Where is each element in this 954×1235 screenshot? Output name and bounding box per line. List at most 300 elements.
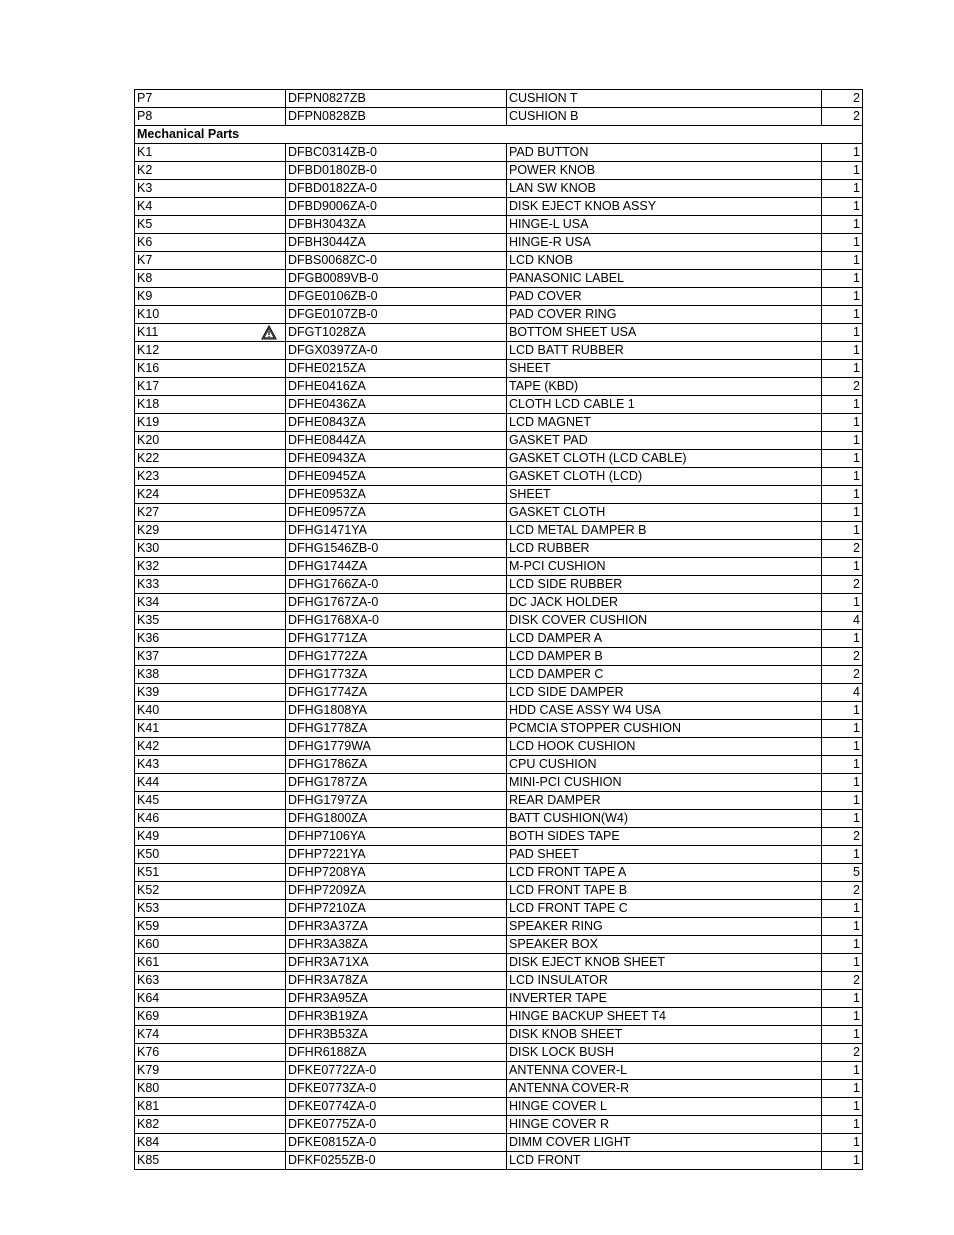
ref-no-cell: [135, 270, 286, 288]
table-row: [135, 288, 863, 306]
part-no-cell: [286, 630, 507, 648]
part-no-cell: [286, 234, 507, 252]
description-cell-text: LCD DAMPER B: [509, 649, 603, 663]
part-no-cell-text: DFBD0182ZA-0: [288, 181, 377, 195]
ref-no-cell-text: K51: [137, 865, 160, 879]
ref-no-cell-text: K85: [137, 1153, 160, 1167]
description-cell-text: HINGE BACKUP SHEET T4: [509, 1009, 666, 1023]
ref-no-cell: [135, 324, 286, 342]
table-row: [135, 576, 863, 594]
table-row: [135, 936, 863, 954]
quantity-cell-text: 1: [853, 793, 860, 807]
description-cell-text: DISK EJECT KNOB SHEET: [509, 955, 666, 969]
table-row: [135, 1098, 863, 1116]
quantity-cell-text: 2: [853, 667, 860, 681]
part-no-cell: [286, 792, 507, 810]
description-cell-text: LCD MAGNET: [509, 415, 591, 429]
quantity-cell-text: 1: [853, 703, 860, 717]
part-no-cell: [286, 810, 507, 828]
ref-no-cell: [135, 954, 286, 972]
part-no-cell-text: DFHP7106YA: [288, 829, 366, 843]
ref-no-cell: [135, 1008, 286, 1026]
quantity-cell-text: 2: [853, 649, 860, 663]
quantity-cell: [822, 180, 863, 198]
description-cell: [507, 1062, 822, 1080]
quantity-cell: [822, 450, 863, 468]
part-no-cell: [286, 90, 507, 108]
ref-no-cell-text: K4: [137, 199, 153, 213]
quantity-cell: [822, 702, 863, 720]
quantity-cell: [822, 360, 863, 378]
ref-no-cell: [135, 144, 286, 162]
part-no-cell: [286, 828, 507, 846]
quantity-cell-text: 1: [853, 487, 860, 501]
ref-no-cell: [135, 648, 286, 666]
ref-no-cell: [135, 396, 286, 414]
ref-no-cell-text: K8: [137, 271, 153, 285]
quantity-cell: [822, 666, 863, 684]
ref-no-cell-text: K9: [137, 289, 153, 303]
ref-no-cell: [135, 972, 286, 990]
part-no-cell-text: DFHG1546ZB-0: [288, 541, 379, 555]
quantity-cell-text: 1: [853, 451, 860, 465]
ref-no-cell: [135, 306, 286, 324]
part-no-cell-text: DFGE0107ZB-0: [288, 307, 378, 321]
part-no-cell: [286, 558, 507, 576]
table-row: [135, 702, 863, 720]
ref-no-cell: [135, 702, 286, 720]
ref-no-cell-text: K10: [137, 307, 160, 321]
part-no-cell-text: DFHR6188ZA: [288, 1045, 367, 1059]
table-row: [135, 1134, 863, 1152]
quantity-cell-text: 1: [853, 739, 860, 753]
ref-no-cell: [135, 342, 286, 360]
ref-no-cell-text: K22: [137, 451, 160, 465]
quantity-cell: [822, 828, 863, 846]
ref-no-cell: [135, 360, 286, 378]
description-cell-text: LCD BATT RUBBER: [509, 343, 624, 357]
safety-warning-icon: [261, 325, 277, 340]
table-row: [135, 666, 863, 684]
table-row: [135, 414, 863, 432]
part-no-cell: [286, 108, 507, 126]
ref-no-cell: [135, 1098, 286, 1116]
description-cell: [507, 180, 822, 198]
table-row: [135, 900, 863, 918]
part-no-cell: [286, 180, 507, 198]
ref-no-cell: [135, 468, 286, 486]
part-no-cell-text: DFHR3A78ZA: [288, 973, 368, 987]
description-cell: [507, 972, 822, 990]
part-no-cell-text: DFKE0815ZA-0: [288, 1135, 377, 1149]
quantity-cell-text: 1: [853, 991, 860, 1005]
description-cell: [507, 900, 822, 918]
part-no-cell: [286, 216, 507, 234]
part-no-cell-text: DFKE0774ZA-0: [288, 1099, 377, 1113]
table-row: [135, 918, 863, 936]
table-row: [135, 954, 863, 972]
ref-no-cell: [135, 1044, 286, 1062]
part-no-cell: [286, 648, 507, 666]
table-row: [135, 324, 863, 342]
quantity-cell: [822, 846, 863, 864]
quantity-cell: [822, 792, 863, 810]
ref-no-cell-text: K46: [137, 811, 160, 825]
table-row: [135, 540, 863, 558]
ref-no-cell: [135, 792, 286, 810]
ref-no-cell: [135, 630, 286, 648]
part-no-cell-text: DFHG1808YA: [288, 703, 367, 717]
ref-no-cell-text: K52: [137, 883, 160, 897]
ref-no-cell: [135, 720, 286, 738]
ref-no-cell: [135, 378, 286, 396]
description-cell-text: GASKET CLOTH (LCD CABLE): [509, 451, 687, 465]
description-cell: [507, 990, 822, 1008]
ref-no-cell: [135, 1134, 286, 1152]
part-no-cell-text: DFHP7208YA: [288, 865, 366, 879]
ref-no-cell: [135, 810, 286, 828]
part-no-cell: [286, 198, 507, 216]
ref-no-cell: [135, 288, 286, 306]
quantity-cell: [822, 198, 863, 216]
description-cell: [507, 1026, 822, 1044]
ref-no-cell-text: K80: [137, 1081, 160, 1095]
part-no-cell: [286, 864, 507, 882]
description-cell: [507, 162, 822, 180]
description-cell-text: HINGE-R USA: [509, 235, 591, 249]
description-cell: [507, 918, 822, 936]
quantity-cell: [822, 576, 863, 594]
description-cell: [507, 432, 822, 450]
part-no-cell: [286, 162, 507, 180]
part-no-cell: [286, 144, 507, 162]
table-row: [135, 738, 863, 756]
quantity-cell-text: 1: [853, 397, 860, 411]
quantity-cell-text: 1: [853, 271, 860, 285]
quantity-cell-text: 2: [853, 541, 860, 555]
description-cell-text: BOTTOM SHEET USA: [509, 325, 637, 339]
quantity-cell: [822, 1080, 863, 1098]
description-cell-text: DC JACK HOLDER: [509, 595, 619, 609]
quantity-cell: [822, 1026, 863, 1044]
part-no-cell: [286, 972, 507, 990]
ref-no-cell-text: K7: [137, 253, 153, 267]
part-no-cell: [286, 468, 507, 486]
description-cell-text: M-PCI CUSHION: [509, 559, 606, 573]
description-cell: [507, 522, 822, 540]
table-row: [135, 990, 863, 1008]
description-cell-text: HINGE-L USA: [509, 217, 589, 231]
quantity-cell: [822, 144, 863, 162]
ref-no-cell: [135, 108, 286, 126]
quantity-cell: [822, 1116, 863, 1134]
ref-no-cell-text: P7: [137, 91, 153, 105]
quantity-cell-text: 2: [853, 883, 860, 897]
quantity-cell-text: 1: [853, 469, 860, 483]
table-row: [135, 468, 863, 486]
part-no-cell: [286, 882, 507, 900]
description-cell-text: DISK KNOB SHEET: [509, 1027, 623, 1041]
ref-no-cell-text: K20: [137, 433, 160, 447]
quantity-cell-text: 2: [853, 577, 860, 591]
part-no-cell-text: DFHE0844ZA: [288, 433, 366, 447]
table-row: [135, 450, 863, 468]
description-cell-text: LCD SIDE RUBBER: [509, 577, 623, 591]
table-row: [135, 1152, 863, 1170]
quantity-cell: [822, 234, 863, 252]
quantity-cell: [822, 648, 863, 666]
ref-no-cell: [135, 432, 286, 450]
table-row: [135, 972, 863, 990]
quantity-cell: [822, 756, 863, 774]
ref-no-cell-text: K74: [137, 1027, 160, 1041]
quantity-cell-text: 1: [853, 1117, 860, 1131]
table-row: [135, 306, 863, 324]
ref-no-cell: [135, 1026, 286, 1044]
description-cell-text: LCD HOOK CUSHION: [509, 739, 636, 753]
quantity-cell: [822, 1134, 863, 1152]
ref-no-cell-text: K82: [137, 1117, 160, 1131]
quantity-cell: [822, 396, 863, 414]
quantity-cell: [822, 1098, 863, 1116]
description-cell-text: MINI-PCI CUSHION: [509, 775, 622, 789]
part-no-cell-text: DFHG1767ZA-0: [288, 595, 379, 609]
ref-no-cell: [135, 450, 286, 468]
ref-no-cell-text: K12: [137, 343, 160, 357]
table-row: [135, 774, 863, 792]
description-cell-text: LCD METAL DAMPER B: [509, 523, 647, 537]
quantity-cell: [822, 90, 863, 108]
part-no-cell-text: DFHR3B53ZA: [288, 1027, 368, 1041]
ref-no-cell: [135, 234, 286, 252]
table-row: [135, 144, 863, 162]
description-cell: [507, 306, 822, 324]
quantity-cell: [822, 216, 863, 234]
part-no-cell-text: DFHR3A37ZA: [288, 919, 368, 933]
description-cell-text: DISK COVER CUSHION: [509, 613, 648, 627]
ref-no-cell-text: K18: [137, 397, 160, 411]
section-title: Mechanical Parts: [135, 126, 863, 144]
quantity-cell: [822, 990, 863, 1008]
ref-no-cell: [135, 162, 286, 180]
part-no-cell-text: DFHE0957ZA: [288, 505, 366, 519]
ref-no-cell-text: P8: [137, 109, 153, 123]
table-row: [135, 234, 863, 252]
ref-no-cell-text: K59: [137, 919, 160, 933]
ref-no-cell: [135, 936, 286, 954]
quantity-cell-text: 1: [853, 289, 860, 303]
quantity-cell: [822, 486, 863, 504]
quantity-cell-text: 1: [853, 847, 860, 861]
ref-no-cell-text: K61: [137, 955, 160, 969]
part-no-cell-text: DFPN0828ZB: [288, 109, 366, 123]
description-cell-text: SHEET: [509, 361, 551, 375]
ref-no-cell-text: K27: [137, 505, 160, 519]
part-no-cell-text: DFHP7221YA: [288, 847, 366, 861]
part-no-cell-text: DFHG1786ZA: [288, 757, 368, 771]
quantity-cell-text: 1: [853, 217, 860, 231]
ref-no-cell: [135, 414, 286, 432]
ref-no-cell-text: K69: [137, 1009, 160, 1023]
ref-no-cell: [135, 486, 286, 504]
quantity-cell: [822, 738, 863, 756]
ref-no-cell-text: K35: [137, 613, 160, 627]
description-cell: [507, 756, 822, 774]
description-cell-text: PCMCIA STOPPER CUSHION: [509, 721, 682, 735]
description-cell: [507, 810, 822, 828]
description-cell-text: GASKET PAD: [509, 433, 588, 447]
part-no-cell: [286, 918, 507, 936]
quantity-cell: [822, 774, 863, 792]
quantity-cell-text: 1: [853, 595, 860, 609]
quantity-cell-text: 1: [853, 775, 860, 789]
ref-no-cell-text: K2: [137, 163, 153, 177]
quantity-cell: [822, 1008, 863, 1026]
quantity-cell-text: 2: [853, 109, 860, 123]
ref-no-cell: [135, 990, 286, 1008]
ref-no-cell: [135, 594, 286, 612]
part-no-cell-text: DFHE0843ZA: [288, 415, 366, 429]
description-cell-text: LCD SIDE DAMPER: [509, 685, 624, 699]
part-no-cell: [286, 432, 507, 450]
ref-no-cell: [135, 540, 286, 558]
quantity-cell-text: 1: [853, 361, 860, 375]
quantity-cell: [822, 108, 863, 126]
part-no-cell-text: DFHE0416ZA: [288, 379, 366, 393]
part-no-cell-text: DFHG1797ZA: [288, 793, 368, 807]
description-cell-text: DISK EJECT KNOB ASSY: [509, 199, 657, 213]
quantity-cell-text: 2: [853, 829, 860, 843]
quantity-cell: [822, 522, 863, 540]
part-no-cell: [286, 720, 507, 738]
description-cell-text: LCD FRONT TAPE C: [509, 901, 628, 915]
description-cell: [507, 576, 822, 594]
ref-no-cell-text: K5: [137, 217, 153, 231]
quantity-cell: [822, 900, 863, 918]
table-row: [135, 684, 863, 702]
description-cell: [507, 342, 822, 360]
description-cell: [507, 1134, 822, 1152]
description-cell-text: HINGE COVER L: [509, 1099, 607, 1113]
part-no-cell: [286, 684, 507, 702]
table-row: [135, 1008, 863, 1026]
part-no-cell: [286, 954, 507, 972]
description-cell-text: LCD FRONT TAPE A: [509, 865, 627, 879]
ref-no-cell: [135, 828, 286, 846]
ref-no-cell: [135, 252, 286, 270]
description-cell: [507, 468, 822, 486]
description-cell: [507, 1098, 822, 1116]
ref-no-cell-text: K63: [137, 973, 160, 987]
ref-no-cell: [135, 918, 286, 936]
table-row: [135, 180, 863, 198]
description-cell-text: CPU CUSHION: [509, 757, 597, 771]
table-row: [135, 90, 863, 108]
quantity-cell: [822, 936, 863, 954]
part-no-cell-text: DFGT1028ZA: [288, 325, 366, 339]
table-row: [135, 396, 863, 414]
ref-no-cell: [135, 666, 286, 684]
ref-no-cell: [135, 882, 286, 900]
part-no-cell-text: DFHG1766ZA-0: [288, 577, 379, 591]
description-cell: [507, 1008, 822, 1026]
ref-no-cell: [135, 612, 286, 630]
part-no-cell: [286, 270, 507, 288]
part-no-cell: [286, 396, 507, 414]
part-no-cell-text: DFHG1768XA-0: [288, 613, 380, 627]
quantity-cell-text: 4: [853, 613, 860, 627]
ref-no-cell: [135, 1152, 286, 1170]
part-no-cell: [286, 360, 507, 378]
description-cell: [507, 414, 822, 432]
part-no-cell-text: DFHG1471YA: [288, 523, 367, 537]
part-no-cell-text: DFBH3044ZA: [288, 235, 366, 249]
ref-no-cell: [135, 864, 286, 882]
ref-no-cell-text: K3: [137, 181, 153, 195]
ref-no-cell-text: K41: [137, 721, 160, 735]
quantity-cell-text: 1: [853, 1063, 860, 1077]
quantity-cell: [822, 540, 863, 558]
part-no-cell-text: DFHE0953ZA: [288, 487, 366, 501]
ref-no-cell-text: K36: [137, 631, 160, 645]
ref-no-cell-text: K43: [137, 757, 160, 771]
ref-no-cell-text: K23: [137, 469, 160, 483]
description-cell-text: PANASONIC LABEL: [509, 271, 625, 285]
part-no-cell-text: DFBS0068ZC-0: [288, 253, 377, 267]
ref-no-cell: [135, 558, 286, 576]
quantity-cell: [822, 162, 863, 180]
description-cell: [507, 288, 822, 306]
ref-no-cell: [135, 216, 286, 234]
table-row: [135, 486, 863, 504]
description-cell: [507, 666, 822, 684]
part-no-cell-text: DFHG1771ZA: [288, 631, 368, 645]
ref-no-cell-text: K79: [137, 1063, 160, 1077]
ref-no-cell-text: K50: [137, 847, 160, 861]
description-cell: [507, 558, 822, 576]
description-cell-text: LCD RUBBER: [509, 541, 590, 555]
ref-no-cell: [135, 522, 286, 540]
description-cell: [507, 450, 822, 468]
quantity-cell: [822, 684, 863, 702]
ref-no-cell: [135, 1080, 286, 1098]
part-no-cell: [286, 252, 507, 270]
ref-no-cell: [135, 684, 286, 702]
description-cell: [507, 540, 822, 558]
table-row: [135, 1116, 863, 1134]
ref-no-cell-text: K29: [137, 523, 160, 537]
description-cell: [507, 216, 822, 234]
ref-no-cell-text: K60: [137, 937, 160, 951]
ref-no-cell-text: K39: [137, 685, 160, 699]
part-no-cell: [286, 486, 507, 504]
description-cell-text: CUSHION T: [509, 91, 578, 105]
part-no-cell: [286, 612, 507, 630]
quantity-cell: [822, 1062, 863, 1080]
table-row: [135, 198, 863, 216]
description-cell: [507, 1044, 822, 1062]
part-no-cell: [286, 666, 507, 684]
description-cell: [507, 378, 822, 396]
quantity-cell-text: 1: [853, 721, 860, 735]
part-no-cell: [286, 738, 507, 756]
description-cell: [507, 504, 822, 522]
description-cell-text: CLOTH LCD CABLE 1: [509, 397, 635, 411]
table-row: [135, 342, 863, 360]
part-no-cell: [286, 540, 507, 558]
quantity-cell: [822, 270, 863, 288]
description-cell-text: PAD COVER: [509, 289, 582, 303]
